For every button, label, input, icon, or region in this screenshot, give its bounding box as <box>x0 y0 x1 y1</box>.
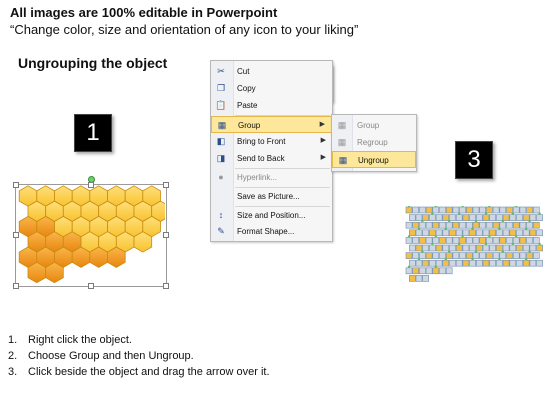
ungrouped-shape[interactable] <box>537 215 543 221</box>
ungrouped-shape[interactable] <box>470 245 476 251</box>
ungrouped-shape[interactable] <box>527 253 533 259</box>
menu-item-format-shape[interactable] <box>211 223 332 240</box>
resize-handle-br[interactable] <box>163 283 169 289</box>
menu-item-group[interactable] <box>211 116 332 133</box>
ungrouped-shape[interactable] <box>510 260 516 266</box>
ungrouped-shape[interactable] <box>413 268 419 274</box>
ungrouped-shape[interactable] <box>456 215 462 221</box>
ungrouped-shape[interactable] <box>413 237 419 243</box>
ungrouped-shape[interactable] <box>493 207 499 213</box>
ungrouped-shape[interactable] <box>419 253 425 259</box>
ungrouped-shape[interactable] <box>463 260 469 266</box>
ungrouped-shape[interactable] <box>440 268 446 274</box>
ungrouped-shape[interactable] <box>486 237 492 243</box>
rotation-handle[interactable] <box>515 235 517 237</box>
ungrouped-shape[interactable] <box>530 260 536 266</box>
ungrouped-shape[interactable] <box>507 207 513 213</box>
ungrouped-shape[interactable] <box>476 260 482 266</box>
ungrouped-shape[interactable] <box>490 215 496 221</box>
menu-item-paste[interactable] <box>211 97 332 114</box>
menu-item-label: Cut <box>237 67 250 76</box>
copy-icon: ❐ <box>216 83 226 93</box>
ungrouped-shape[interactable] <box>419 237 425 243</box>
ungrouped-shape[interactable] <box>510 215 516 221</box>
ungrouped-shape[interactable] <box>463 215 469 221</box>
rotation-handle[interactable] <box>435 266 437 268</box>
ungrouped-shape[interactable] <box>507 237 513 243</box>
ungrouped-shape[interactable] <box>513 207 519 213</box>
menu-item-label: Send to Back <box>237 154 285 163</box>
ungrouped-shape[interactable] <box>433 253 439 259</box>
ungrouped-shape[interactable] <box>423 215 429 221</box>
instruction-item: 1. Right click the object. <box>8 334 132 346</box>
ungrouped-shape[interactable] <box>510 230 516 236</box>
scissors-icon: ✂ <box>217 66 225 76</box>
rotation-handle[interactable] <box>408 266 410 268</box>
ungrouped-shape[interactable] <box>443 260 449 266</box>
ungrouped-shape[interactable] <box>507 253 513 259</box>
ungrouped-shape[interactable] <box>527 222 533 228</box>
ungrouped-shape[interactable] <box>446 237 452 243</box>
resize-handle-bl[interactable] <box>13 283 19 289</box>
ungrouped-shape[interactable] <box>503 260 509 266</box>
ungrouped-shape[interactable] <box>490 245 496 251</box>
rotation-handle[interactable] <box>435 235 437 237</box>
menu-item-copy[interactable] <box>211 80 332 97</box>
ungrouped-shape[interactable] <box>453 222 459 228</box>
rotation-handle[interactable] <box>485 243 487 245</box>
ungrouped-shape[interactable] <box>480 253 486 259</box>
ungrouped-shape[interactable] <box>436 215 442 221</box>
ungrouped-shape[interactable] <box>429 245 435 251</box>
ungrouped-shape[interactable] <box>513 253 519 259</box>
menu-item-save-as-picture[interactable] <box>211 188 332 205</box>
rotation-handle[interactable] <box>461 235 463 237</box>
ungrouped-shape[interactable] <box>476 230 482 236</box>
rotation-handle[interactable] <box>448 220 450 222</box>
menu-item-label: Paste <box>237 101 258 110</box>
ungrouped-shape[interactable] <box>507 222 513 228</box>
ungrouped-shape[interactable] <box>426 237 432 243</box>
resize-handle-tr[interactable] <box>163 182 169 188</box>
size-position-icon: ↕ <box>218 210 224 220</box>
instruction-item: 3. Click beside the object and drag the arrow over it. <box>8 366 270 378</box>
ungrouped-shape[interactable] <box>416 245 422 251</box>
rotation-handle[interactable] <box>538 243 540 245</box>
rotation-handle[interactable] <box>448 250 450 252</box>
ungrouped-shape[interactable] <box>440 207 446 213</box>
submenu-item-regroup[interactable] <box>332 134 416 151</box>
ungrouped-shape[interactable] <box>513 237 519 243</box>
ungrouped-shape[interactable] <box>533 207 539 213</box>
rotation-handle[interactable] <box>431 243 433 245</box>
ungrouped-shape[interactable] <box>473 253 479 259</box>
ungrouped-shape[interactable] <box>456 230 462 236</box>
ungrouped-shape[interactable] <box>476 215 482 221</box>
ungrouped-shape[interactable] <box>470 230 476 236</box>
ungrouped-shape[interactable] <box>483 215 489 221</box>
send-to-back-icon: ◨ <box>216 153 226 163</box>
resize-handle-bm[interactable] <box>88 283 94 289</box>
rotation-handle[interactable] <box>525 228 527 230</box>
ungrouped-shape[interactable] <box>466 207 472 213</box>
ungrouped-shape[interactable] <box>503 215 509 221</box>
ungrouped-shape[interactable] <box>486 253 492 259</box>
ungrouped-shape[interactable] <box>517 215 523 221</box>
ungrouped-shape[interactable] <box>446 222 452 228</box>
ungrouped-shape[interactable] <box>419 268 425 274</box>
resize-handle-ml[interactable] <box>13 232 19 238</box>
ungrouped-shape[interactable] <box>443 245 449 251</box>
ungrouped-shape[interactable] <box>450 230 456 236</box>
ungrouped-shape[interactable] <box>537 230 543 236</box>
ungrouped-shape[interactable] <box>413 222 419 228</box>
ungrouped-shape[interactable] <box>520 237 526 243</box>
rotation-handle[interactable] <box>418 258 420 260</box>
ungrouped-shape[interactable] <box>480 222 486 228</box>
ungrouped-shape[interactable] <box>426 222 432 228</box>
ungrouped-shape[interactable] <box>530 230 536 236</box>
ungrouped-shape[interactable] <box>450 215 456 221</box>
ungrouped-shape[interactable] <box>426 207 432 213</box>
ungrouped-shape[interactable] <box>533 222 539 228</box>
ungrouped-shape[interactable] <box>517 260 523 266</box>
menu-item-label: Hyperlink... <box>237 173 278 182</box>
ungrouped-shape[interactable] <box>473 222 479 228</box>
menu-item-label: Regroup <box>357 138 388 147</box>
rotation-handle[interactable] <box>458 212 460 214</box>
menu-item-send-to-back[interactable] <box>211 150 332 167</box>
ungrouped-shape[interactable] <box>460 237 466 243</box>
menu-item-size-and-position[interactable] <box>211 207 332 224</box>
ungrouped-shape[interactable] <box>537 260 543 266</box>
ungrouped-shape[interactable] <box>517 230 523 236</box>
ungrouped-shape[interactable] <box>406 207 412 213</box>
ungrouped-shape[interactable] <box>483 230 489 236</box>
rotation-handle[interactable] <box>471 228 473 230</box>
ungrouped-shape[interactable] <box>523 230 529 236</box>
menu-item-label: Save as Picture... <box>237 192 300 201</box>
resize-handle-mr[interactable] <box>163 232 169 238</box>
ungrouped-shape[interactable] <box>490 260 496 266</box>
ungrouped-shape[interactable] <box>406 222 412 228</box>
ungrouped-shape[interactable] <box>450 260 456 266</box>
ungrouped-shape[interactable] <box>466 237 472 243</box>
ungrouped-shape[interactable] <box>416 230 422 236</box>
ungrouped-shape[interactable] <box>423 260 429 266</box>
ungrouped-shape[interactable] <box>503 230 509 236</box>
ungrouped-shape[interactable] <box>436 260 442 266</box>
ungrouped-shape[interactable] <box>450 245 456 251</box>
ungrouped-shape[interactable] <box>436 245 442 251</box>
ungrouped-shape[interactable] <box>476 245 482 251</box>
ungrouped-shape[interactable] <box>440 253 446 259</box>
ungrouped-shape[interactable] <box>480 207 486 213</box>
ungrouped-shape[interactable] <box>493 222 499 228</box>
rotation-handle[interactable] <box>445 258 447 260</box>
section-title: Ungrouping the object <box>18 55 168 71</box>
ungrouped-shape[interactable] <box>530 245 536 251</box>
ungrouped-shape[interactable] <box>409 260 415 266</box>
rotation-handle[interactable] <box>471 258 473 260</box>
menu-item-label: Group <box>238 121 261 130</box>
ungrouped-shape[interactable] <box>496 215 502 221</box>
ungrouped-shape[interactable] <box>500 222 506 228</box>
ungrouped-shape[interactable] <box>413 253 419 259</box>
ungrouped-shape[interactable] <box>436 230 442 236</box>
ungrouped-shape[interactable] <box>493 253 499 259</box>
ungrouped-shape[interactable] <box>456 245 462 251</box>
ungrouped-shapes[interactable] <box>405 206 543 286</box>
ungrouped-shape[interactable] <box>503 245 509 251</box>
resize-handle-tm[interactable] <box>88 182 94 188</box>
ungrouped-shape[interactable] <box>490 230 496 236</box>
ungrouped-shape[interactable] <box>433 237 439 243</box>
regroup-icon: ▦ <box>337 137 347 147</box>
submenu-arrow-icon: ▶ <box>320 137 326 144</box>
ungrouped-shape[interactable] <box>426 268 432 274</box>
hyperlink-icon: ● <box>218 172 224 182</box>
menu-item-label: Group <box>357 121 380 130</box>
rotation-handle[interactable] <box>498 228 500 230</box>
ungrouped-shape[interactable] <box>530 215 536 221</box>
rotation-handle[interactable] <box>502 220 504 222</box>
bring-to-front-icon: ◧ <box>216 136 226 146</box>
ungrouped-shape[interactable] <box>496 230 502 236</box>
submenu-item-group[interactable] <box>332 117 416 134</box>
submenu-item-ungroup[interactable] <box>332 151 416 168</box>
ungrouped-shape[interactable] <box>453 253 459 259</box>
ungrouped-shape[interactable] <box>520 253 526 259</box>
submenu-arrow-icon: ▶ <box>319 121 325 128</box>
ungrouped-shape[interactable] <box>460 222 466 228</box>
ungrouped-shape[interactable] <box>533 237 539 243</box>
ungrouped-shape[interactable] <box>470 215 476 221</box>
ungrouped-shape[interactable] <box>440 237 446 243</box>
ungrouped-shape[interactable] <box>520 222 526 228</box>
ungrouped-shape[interactable] <box>416 275 422 281</box>
step-badge-1: 1 <box>74 114 112 152</box>
ungrouped-shape[interactable] <box>463 245 469 251</box>
ungrouped-shape[interactable] <box>429 230 435 236</box>
ungrouped-shape[interactable] <box>510 245 516 251</box>
rotation-handle[interactable] <box>408 235 410 237</box>
ungrouped-shape[interactable] <box>500 237 506 243</box>
ungrouped-shape[interactable] <box>466 222 472 228</box>
ungrouped-shape[interactable] <box>517 245 523 251</box>
rotation-handle[interactable] <box>418 228 420 230</box>
header-subtitle: “Change color, size and orientation of any icon to your liking” <box>10 22 359 37</box>
ungrouped-shape[interactable] <box>496 260 502 266</box>
ungrouped-shape[interactable] <box>446 253 452 259</box>
ungrouped-shape[interactable] <box>409 215 415 221</box>
ungrouped-shape[interactable] <box>413 207 419 213</box>
ungrouped-shape[interactable] <box>433 222 439 228</box>
ungrouped-shape[interactable] <box>500 253 506 259</box>
ungrouped-shape[interactable] <box>496 245 502 251</box>
ungrouped-shape[interactable] <box>500 207 506 213</box>
ungrouped-shape[interactable] <box>523 215 529 221</box>
rotation-handle[interactable] <box>528 250 530 252</box>
group-submenu <box>331 114 417 172</box>
ungrouped-shape[interactable] <box>513 222 519 228</box>
ungrouped-shape[interactable] <box>419 222 425 228</box>
ungrouped-shape[interactable] <box>416 260 422 266</box>
ungrouped-shape[interactable] <box>423 230 429 236</box>
ungrouped-shape[interactable] <box>537 245 543 251</box>
submenu-arrow-icon: ▶ <box>320 154 326 161</box>
rotation-handle[interactable] <box>488 235 490 237</box>
ungrouped-shape[interactable] <box>433 268 439 274</box>
ungrouped-shape[interactable] <box>460 253 466 259</box>
rotation-handle[interactable] <box>458 243 460 245</box>
step-badge-3: 3 <box>455 141 493 179</box>
ungrouped-shape[interactable] <box>527 207 533 213</box>
ungrouped-shape[interactable] <box>486 222 492 228</box>
ungrouped-shape[interactable] <box>406 268 412 274</box>
rotation-handle[interactable] <box>538 212 540 214</box>
format-shape-icon: ✎ <box>217 226 225 236</box>
menu-item-hyperlink[interactable] <box>211 169 332 186</box>
ungrouped-shape[interactable] <box>429 215 435 221</box>
ungrouped-shape[interactable] <box>440 222 446 228</box>
ungrouped-shape[interactable] <box>523 260 529 266</box>
ungrouped-shape[interactable] <box>483 245 489 251</box>
ungrouped-shape[interactable] <box>527 237 533 243</box>
ungrouped-shape[interactable] <box>483 260 489 266</box>
ungrouped-shape[interactable] <box>533 253 539 259</box>
rotation-handle[interactable] <box>498 258 500 260</box>
group-icon: ▦ <box>337 120 347 130</box>
ungrouped-shape[interactable] <box>466 253 472 259</box>
ungrouped-shape[interactable] <box>453 207 459 213</box>
menu-item-label: Size and Position... <box>237 211 306 220</box>
menu-item-cut[interactable] <box>211 63 332 80</box>
ungrouped-shape[interactable] <box>456 260 462 266</box>
rotation-handle[interactable] <box>485 212 487 214</box>
ungrouped-shape[interactable] <box>426 253 432 259</box>
ungrouped-shape[interactable] <box>406 237 412 243</box>
rotation-handle[interactable] <box>528 220 530 222</box>
rotation-handle[interactable] <box>475 220 477 222</box>
ungrouped-shape[interactable] <box>443 215 449 221</box>
ungrouped-shape[interactable] <box>409 275 415 281</box>
ungrouped-shape[interactable] <box>446 207 452 213</box>
ungrouped-shape[interactable] <box>446 268 452 274</box>
ungrouped-shape[interactable] <box>473 237 479 243</box>
ungrouped-shape[interactable] <box>433 207 439 213</box>
ungrouped-shape[interactable] <box>423 245 429 251</box>
rotation-handle[interactable] <box>512 243 514 245</box>
rotation-handle[interactable] <box>512 212 514 214</box>
selection-frame[interactable] <box>15 184 167 287</box>
menu-item-label: Format Shape... <box>237 227 295 236</box>
ungrouped-shape[interactable] <box>409 245 415 251</box>
rotation-handle[interactable] <box>475 250 477 252</box>
menu-item-label: Copy <box>237 84 256 93</box>
rotation-handle[interactable] <box>421 220 423 222</box>
ungrouped-shape[interactable] <box>463 230 469 236</box>
ungrouped-shape[interactable] <box>480 237 486 243</box>
instructions-list <box>8 332 270 380</box>
ungrouped-shape[interactable] <box>443 230 449 236</box>
ungrouped-shape[interactable] <box>419 207 425 213</box>
ungrouped-shape[interactable] <box>473 207 479 213</box>
rotation-handle[interactable] <box>431 212 433 214</box>
ungrouped-shape[interactable] <box>523 245 529 251</box>
context-menu <box>210 60 333 242</box>
ungrouped-shape[interactable] <box>429 260 435 266</box>
ungroup-icon: ▦ <box>338 155 348 165</box>
instruction-item: 2. Choose Group and then Ungroup. <box>8 350 194 362</box>
rotation-handle[interactable] <box>445 228 447 230</box>
header-title: All images are 100% editable in Powerpoint <box>10 5 278 20</box>
menu-item-bring-to-front[interactable] <box>211 133 332 150</box>
ungrouped-shape[interactable] <box>453 237 459 243</box>
ungrouped-shape[interactable] <box>460 207 466 213</box>
menu-item-label: Bring to Front <box>237 137 286 146</box>
ungrouped-shape[interactable] <box>416 215 422 221</box>
rotation-handle[interactable] <box>421 250 423 252</box>
ungrouped-shape[interactable] <box>423 275 429 281</box>
rotation-handle[interactable] <box>502 250 504 252</box>
ungrouped-shape[interactable] <box>493 237 499 243</box>
ungrouped-shape[interactable] <box>486 207 492 213</box>
group-icon: ▦ <box>217 120 227 130</box>
ungrouped-shape[interactable] <box>409 230 415 236</box>
resize-handle-tl[interactable] <box>13 182 19 188</box>
rotation-handle[interactable] <box>525 258 527 260</box>
menu-item-label: Ungroup <box>358 156 389 165</box>
ungrouped-shape[interactable] <box>520 207 526 213</box>
paste-icon: 📋 <box>215 100 227 110</box>
ungrouped-shape[interactable] <box>470 260 476 266</box>
ungrouped-shape[interactable] <box>406 253 412 259</box>
